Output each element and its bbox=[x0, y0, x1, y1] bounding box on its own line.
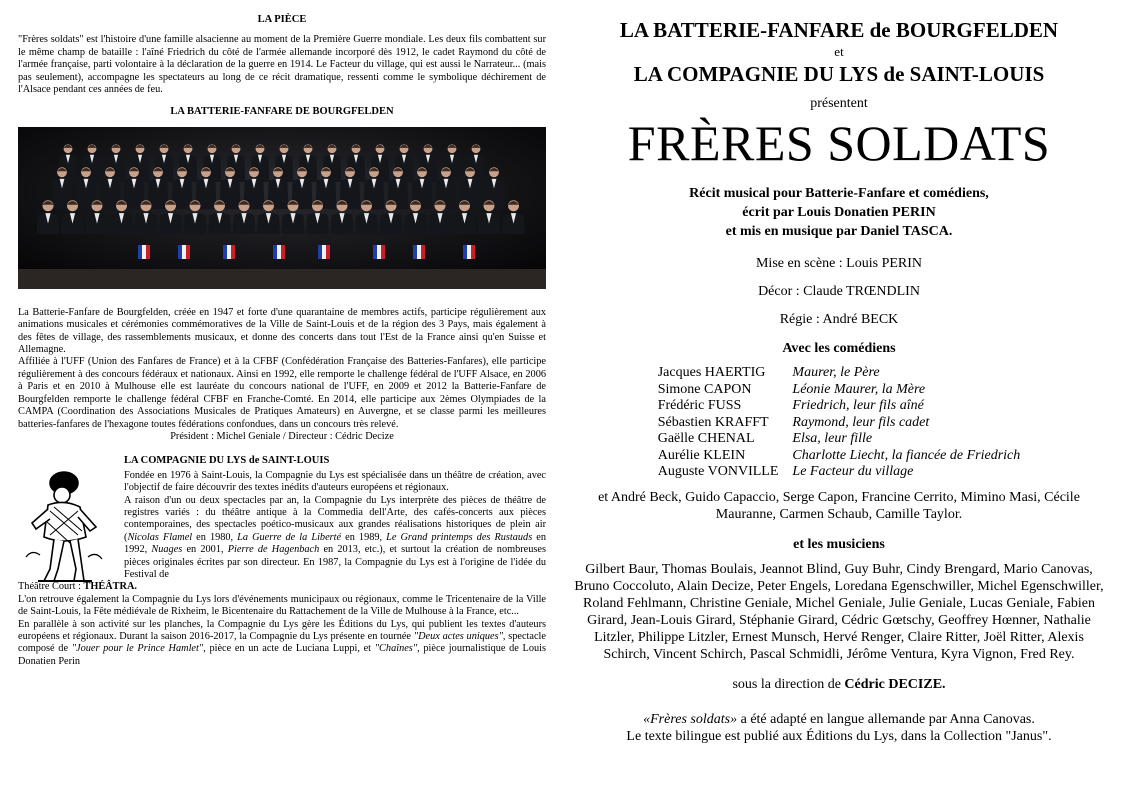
work-title: "Jouer pour le Prince Hamlet" bbox=[71, 643, 204, 655]
harlequin-figure-image bbox=[18, 461, 108, 589]
drum-pennant-stripe bbox=[322, 245, 326, 259]
right-column bbox=[574, 18, 1104, 745]
subtitle-line: écrit par Louis Donatien PERIN bbox=[742, 205, 936, 220]
work-title: Nuages bbox=[151, 544, 183, 556]
lys-p2-text: A raison d'un ou deux spectacles par an, la Compagnie du Lys interprète des pièces de théâtre de registres variés : du théâtre antique à la Commedia dell'Arte, des cafés-concerts aux pièces contemporaines, des spectacles poético-musicaux aux grandes réalisations historiques de plein air ( bbox=[124, 494, 546, 543]
lys-p4-text: En parallèle à son activité sur les planches, la Compagnie du Lys gère les Éditions du Lys, qui publient les textes d'auteurs européens et régionaux. Durant la saison 2016-2017, la Compagnie du Lys présente en tournée bbox=[18, 618, 546, 642]
drum-pennant-stripe bbox=[223, 245, 227, 259]
lys-p2-text: Théâtre Court : bbox=[18, 581, 84, 593]
drum-pennant-stripe bbox=[326, 245, 330, 259]
batterie-president: Président : Michel Geniale / Directeur : Cédric Decize bbox=[170, 430, 394, 442]
batterie-p2: Affiliée à l'UFF (Union des Fanfares de France) et à la CFBF (Confédération Française des Batteries-Fanfares), elle participe régulièrement à des concours fédéraux et nationaux. Ainsi en 1992, elle remporte le challenge fédéral de l'UFF Alsace, en 2006 à Paris et en 2010 à Mulhouse elle est lauréate du concours national de l'UFF, en 2009 et 2012 la Batterie-Fanfare de Bourgfelden remporte le challenge fédéral CFBF en Franche-Comté. En 2014, elle participe aux 2èmes Olympiades de la CAMPA (Coordination des Associations Musicales de Pratiques Amateurs) en Auvergne, et se classe parmi les meilleures batteries-fanfares de l'hexagone toutes fédérations confondues, dans un concours très relevé. bbox=[18, 356, 546, 430]
work-title: La Guerre de la Liberté bbox=[237, 531, 342, 543]
publication-text: Le texte bilingue est publié aux Éditions du Lys, dans la Collection "Janus". bbox=[626, 728, 1052, 744]
credit-regie: Régie : André BECK bbox=[779, 312, 899, 327]
drum-pennant-stripe bbox=[377, 245, 381, 259]
adaptation-text: a été adapté en langue allemande par Anna Canovas. bbox=[737, 711, 1035, 727]
work-title: Le Grand printemps des Rustauds bbox=[386, 531, 533, 543]
drum-pennant-stripe bbox=[182, 245, 186, 259]
drum-pennant-stripe bbox=[413, 245, 417, 259]
musicians-heading: et les musiciens bbox=[793, 536, 885, 552]
cast-heading: Avec les comédiens bbox=[782, 341, 896, 356]
drum-pennant-stripe bbox=[277, 245, 281, 259]
role-name: Léonie Maurer, la Mère bbox=[792, 381, 926, 397]
adaptation-note bbox=[574, 711, 1104, 745]
role-name: Elsa, leur fille bbox=[792, 431, 873, 446]
lys-title: LA COMPAGNIE DU LYS de SAINT-LOUIS bbox=[124, 455, 330, 467]
drum-pennant-stripe bbox=[421, 245, 425, 259]
batterie-p1: La Batterie-Fanfare de Bourgfelden, créée en 1947 et forte d'une quarantaine de membres actifs, participe régulièrement aux animations musicales et cérémonies commémoratives de la Ville de Saint-Louis et de la région des 3 Pays, mais également à des fêtes de village, des rassemblements musicaux, et donne des concerts dans tout l'Est de la France ainsi qu'en Suisse et Allemagne. bbox=[18, 306, 546, 356]
show-title-quote: «Frères soldats» bbox=[643, 711, 738, 727]
batterie-title: LA BATTERIE-FANFARE DE BOURGFELDEN bbox=[170, 106, 394, 118]
drum-pennant-stripe bbox=[381, 245, 385, 259]
left-column bbox=[18, 14, 546, 668]
cast-row bbox=[658, 365, 1021, 382]
drum-pennant-stripe bbox=[142, 245, 146, 259]
show-title: FRÈRES SOLDATS bbox=[627, 115, 1051, 171]
drum-pennant-stripe bbox=[417, 245, 421, 259]
work-title: Pierre de Hagenbach bbox=[227, 544, 320, 556]
lys-p2 bbox=[124, 495, 546, 582]
cast-row bbox=[658, 398, 1021, 415]
role-name: Le Facteur du village bbox=[792, 464, 914, 479]
lys-p2-text: en 1992, bbox=[124, 531, 546, 556]
lys-p4-text: , spectacle composé de bbox=[18, 631, 546, 655]
work-title: "Deux actes uniques" bbox=[413, 631, 503, 642]
lys-p4-text: , pièce en un acte de Luciana Luppi, et bbox=[203, 643, 375, 655]
lys-section bbox=[18, 455, 546, 668]
work-title: "Chaînes" bbox=[374, 643, 418, 655]
org1-heading: LA BATTERIE-FANFARE de BOURGFELDEN bbox=[619, 18, 1059, 42]
direction-line bbox=[574, 677, 1104, 693]
work-title: Nicolas Flamel bbox=[127, 531, 193, 543]
role-name: Charlotte Liecht, la fiancée de Friedrich bbox=[792, 447, 1021, 463]
drum-pennant-stripe bbox=[186, 245, 190, 259]
direction-prefix: sous la direction de bbox=[732, 676, 845, 692]
drum-pennant-stripe bbox=[146, 245, 150, 259]
lys-p3: L'on retrouve également la Compagnie du Lys lors d'événements municipaux ou régionaux, comme le Tricentenaire de la Ville de Saint-Louis, la Fête médiévale de Rixheim, le Bicentenaire du Rattachement de la Ville de Mulhouse à la France, etc... bbox=[18, 593, 546, 618]
lys-p2-text: en 1980, bbox=[192, 531, 238, 543]
et-text: et bbox=[834, 44, 844, 59]
role-name: Maurer, le Père bbox=[792, 365, 880, 380]
drum-pennant-stripe bbox=[463, 245, 467, 259]
actor-name: Simone CAPON bbox=[657, 381, 752, 397]
drum-pennant-stripe bbox=[227, 245, 231, 259]
actor-name: Gaëlle CHENAL bbox=[657, 431, 755, 446]
festival-name: THÉÂTRA. bbox=[83, 581, 137, 593]
cast-row bbox=[658, 382, 1021, 399]
subtitle-line: Récit musical pour Batterie-Fanfare et comédiens, bbox=[689, 186, 989, 201]
drum-pennant-stripe bbox=[467, 245, 471, 259]
cast-row bbox=[658, 464, 1021, 481]
actor-name: Aurélie KLEIN bbox=[657, 447, 746, 463]
piece-title: LA PIÈCE bbox=[257, 14, 307, 25]
presentent-text: présentent bbox=[810, 96, 868, 111]
lys-p2-text: en 2001, bbox=[182, 544, 228, 556]
cast-row bbox=[658, 415, 1021, 432]
drum-pennant-stripe bbox=[318, 245, 322, 259]
drum-pennant-stripe bbox=[178, 245, 182, 259]
lys-p4 bbox=[18, 619, 546, 669]
musicians-list: Gilbert Baur, Thomas Boulais, Jeannot Blind, Guy Buhr, Cindy Brengard, Mario Canovas, Bruno Coccoluto, Alain Decize, Peter Engels, Loredana Egenschwiller, Michel Egenschwiller, Roland Fehlmann, Christine Geniale, Michel Geniale, Julie Geniale, Lucas Geniale, Fabien Girard, Jean-Louis Girard, Stéphanie Girard, Cédric Gœtschy, Geoffrey Hœnner, Nathalie Litzler, Philippe Litzler, Ernest Munsch, Hervé Renger, Claire Ritter, Joël Ritter, Alexis Schirch, Vincent Schirch, Pascal Schmidli, Jérôme Ventura, Kyra Vignon, Fred Rey. bbox=[574, 561, 1104, 662]
credit-mise-en-scene: Mise en scène : Louis PERIN bbox=[755, 256, 923, 271]
lys-p2-text: en 1989, bbox=[341, 531, 387, 543]
piece-text: "Frères soldats" est l'histoire d'une famille alsacienne au moment de la Première Guerre mondiale. Les deux fils combattent sur le même champ de bataille : l'aîné Friedrich du côté de l'armée allemande incorporé dès 1912, le cadet Raymond du côté de l'armée française, parti volontaire à la déclaration de la guerre en 1914. Le Facteur du village, qui est aussi le Narrateur... (mais pas seulement), accompagne les spectateurs au long de ce récit dramatique, ressenti comme le symbolique déchirement de l'Alsace pendant ces années de feu. bbox=[18, 34, 546, 96]
drum-pennant-stripe bbox=[373, 245, 377, 259]
org2-heading: LA COMPAGNIE DU LYS de SAINT-LOUIS bbox=[633, 62, 1045, 86]
drum-pennant-stripe bbox=[273, 245, 277, 259]
credit-decor: Décor : Claude TRŒNDLIN bbox=[758, 284, 920, 299]
drum-pennant-stripe bbox=[231, 245, 235, 259]
cast-row bbox=[658, 431, 1021, 448]
actor-name: Sébastien KRAFFT bbox=[657, 414, 769, 430]
subtitle-line: et mis en musique par Daniel TASCA. bbox=[725, 224, 953, 239]
band-photo bbox=[18, 127, 546, 289]
drum-pennant-stripe bbox=[471, 245, 475, 259]
actor-name: Frédéric FUSS bbox=[657, 398, 742, 413]
cast-row bbox=[658, 448, 1021, 465]
drum-pennant-stripe bbox=[138, 245, 142, 259]
lys-p4-text: , pièce journalistique de Louis Donatien Perin bbox=[18, 643, 546, 667]
drum-pennant-stripe bbox=[281, 245, 285, 259]
role-name: Friedrich, leur fils aîné bbox=[792, 398, 924, 413]
director-name: Cédric DECIZE. bbox=[844, 676, 946, 692]
lys-p1: Fondée en 1976 à Saint-Louis, la Compagnie du Lys est spécialisée dans un théâtre de création, avec l'objectif de faire découvrir des textes inédits d'auteurs européens et régionaux. bbox=[124, 469, 546, 494]
cast-table bbox=[658, 365, 1021, 481]
other-actors: et André Beck, Guido Capaccio, Serge Capon, Francine Cerrito, Mimino Masi, Cécile Mauranne, Carmen Schaub, Camille Taylor. bbox=[598, 489, 1080, 522]
actor-name: Jacques HAERTIG bbox=[657, 365, 766, 380]
lys-p2-text: en 2013, etc.), et surtout la création de nombreuses pièces originales écrites par son directeur. En 1987, la Compagnie du Lys est à l'origine de l'idée du Festival de bbox=[124, 544, 546, 580]
actor-name: Auguste VONVILLE bbox=[657, 464, 779, 479]
role-name: Raymond, leur fils cadet bbox=[792, 414, 930, 430]
